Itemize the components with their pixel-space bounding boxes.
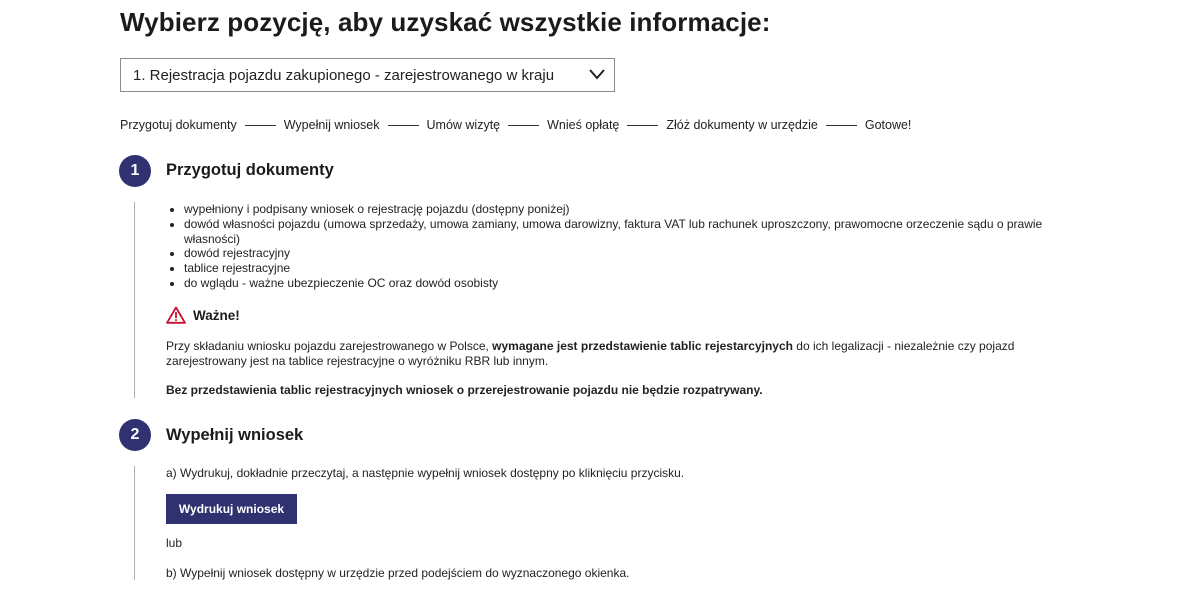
option-a-text: a) Wydrukuj, dokładnie przeczytaj, a następnie wypełnij wniosek dostępny po kliknięciu przycisku. (166, 466, 685, 480)
important-warning-strong: Bez przedstawienia tablic rejestracyjnych wniosek o przerejestrowanie pojazdu nie będzie rozpatrywany. (166, 383, 763, 397)
important-label: Ważne! (193, 307, 240, 323)
step-number-badge: 1 (119, 155, 151, 187)
step-fill-application: Wypełnij wniosek (283, 118, 380, 132)
chevron-down-icon (588, 67, 606, 81)
note-emphasis: wymagane jest przedstawienie tablic rejestarcyjnych (492, 339, 793, 353)
step-number-badge: 2 (119, 419, 151, 451)
note-text: Przy składaniu wniosku pojazdu zarejestrowanego w Polsce, (166, 339, 493, 353)
list-item: • wypełniony i podpisany wniosek o rejestrację pojazdu (dostępny poniżej) (184, 202, 1064, 217)
section-title-fill-application: Wypełnij wniosek (166, 426, 304, 444)
step-pay-fee: Wnieś opłatę (547, 118, 620, 132)
step-connector (508, 125, 539, 126)
option-b-text: b) Wypełnij wniosek dostępny w urzędzie przed podejściem do wyznaczonego okienka. (166, 566, 630, 580)
step-done: Gotowe! (864, 118, 912, 132)
step-submit-documents: Złóż dokumenty w urzędzie (666, 118, 818, 132)
steps-progress (120, 117, 911, 133)
section-divider-line (134, 466, 135, 580)
print-application-button[interactable]: Wydrukuj wniosek (166, 494, 297, 524)
section-divider-line (134, 202, 135, 398)
list-item: • dowód własności pojazdu (umowa sprzedaży, umowa zamiany, umowa darowizny, faktura VAT lub rachunek uproszczony, prawomocne orzeczenie sądu o prawie własności) (184, 217, 1064, 247)
procedure-select-value: 1. Rejestracja pojazdu zakupionego - zarejestrowanego w kraju (133, 66, 555, 84)
warning-triangle-icon (166, 306, 186, 324)
step-connector (388, 125, 419, 126)
documents-list (166, 202, 1064, 291)
list-item: • do wglądu - ważne ubezpieczenie OC oraz dowód osobisty (184, 276, 1064, 291)
page-title: Wybierz pozycję, aby uzyskać wszystkie informacje: (120, 7, 771, 37)
or-text: lub (166, 536, 183, 550)
important-notice-header (166, 306, 240, 324)
step-prepare-documents: Przygotuj dokumenty (120, 118, 237, 132)
important-note (166, 339, 1046, 369)
procedure-select[interactable] (120, 58, 615, 92)
step-connector (245, 125, 276, 126)
list-item: • dowód rejestracyjny (184, 246, 1064, 261)
step-connector (826, 125, 857, 126)
note-text: do ich legalizacji - niezależnie czy pojazd zarejestrowany jest na tablice rejestracyjne o wyróżniku RBR lub innym. (166, 339, 1015, 368)
list-item: • tablice rejestracyjne (184, 261, 1064, 276)
step-book-visit: Umów wizytę (426, 118, 501, 132)
section-title-prepare-documents: Przygotuj dokumenty (166, 161, 334, 179)
step-connector (627, 125, 658, 126)
